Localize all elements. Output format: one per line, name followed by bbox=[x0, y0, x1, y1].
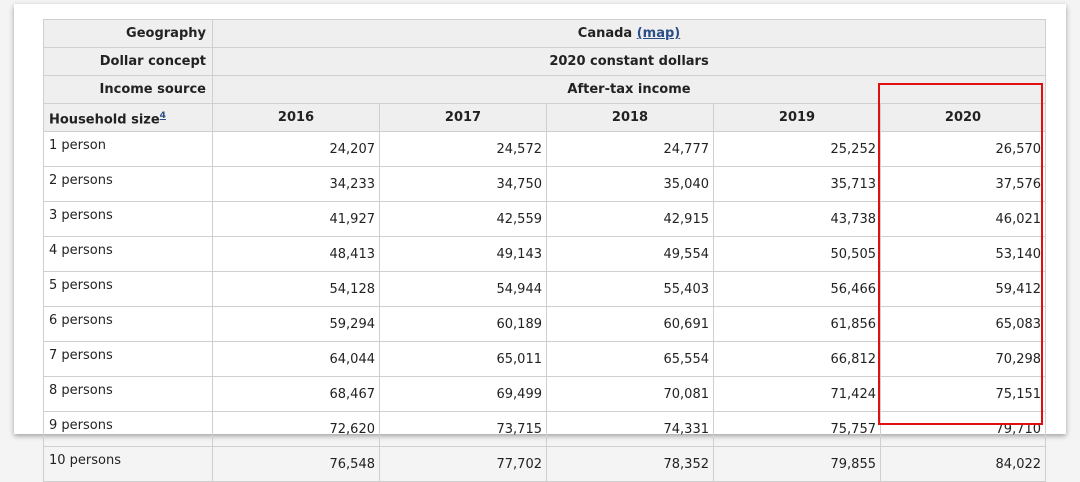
household-size-cell: 3 persons bbox=[44, 202, 213, 237]
year-header: 2017 bbox=[380, 104, 547, 132]
income-cell-2018: 65,554 bbox=[547, 342, 714, 377]
income-cell-2020: 84,022 bbox=[881, 447, 1046, 482]
income-cell-2017: 60,189 bbox=[380, 307, 547, 342]
income-cell-2016: 68,467 bbox=[213, 377, 380, 412]
map-link[interactable]: (map) bbox=[636, 26, 681, 41]
geography-value bbox=[213, 20, 1046, 48]
income-cell-2018: 70,081 bbox=[547, 377, 714, 412]
income-cell-2020: 79,710 bbox=[881, 412, 1046, 447]
income-cell-2016: 76,548 bbox=[213, 447, 380, 482]
income-cell-2019: 43,738 bbox=[714, 202, 881, 237]
income-cell-2020: 65,083 bbox=[881, 307, 1046, 342]
income-cell-2018: 78,352 bbox=[547, 447, 714, 482]
income-table bbox=[43, 19, 1046, 482]
income-cell-2016: 48,413 bbox=[213, 237, 380, 272]
income-cell-2020: 26,570 bbox=[881, 132, 1046, 167]
dollar-concept-value: 2020 constant dollars bbox=[213, 48, 1046, 76]
income-cell-2017: 77,702 bbox=[380, 447, 547, 482]
geography-label: Geography bbox=[44, 20, 213, 48]
income-cell-2017: 24,572 bbox=[380, 132, 547, 167]
income-cell-2018: 60,691 bbox=[547, 307, 714, 342]
table-row bbox=[44, 307, 1046, 342]
income-cell-2017: 34,750 bbox=[380, 167, 547, 202]
income-cell-2017: 69,499 bbox=[380, 377, 547, 412]
income-cell-2019: 61,856 bbox=[714, 307, 881, 342]
household-size-cell: 9 persons bbox=[44, 412, 213, 447]
income-cell-2019: 79,855 bbox=[714, 447, 881, 482]
household-size-cell: 1 person bbox=[44, 132, 213, 167]
income-cell-2016: 41,927 bbox=[213, 202, 380, 237]
table-row bbox=[44, 272, 1046, 307]
income-cell-2017: 73,715 bbox=[380, 412, 547, 447]
household-size-cell: 10 persons bbox=[44, 447, 213, 482]
household-size-label: Household size bbox=[49, 112, 160, 128]
year-header: 2018 bbox=[547, 104, 714, 132]
income-cell-2016: 54,128 bbox=[213, 272, 380, 307]
table-row bbox=[44, 202, 1046, 237]
income-cell-2020: 70,298 bbox=[881, 342, 1046, 377]
household-size-cell: 6 persons bbox=[44, 307, 213, 342]
income-cell-2019: 50,505 bbox=[714, 237, 881, 272]
income-cell-2016: 64,044 bbox=[213, 342, 380, 377]
year-header: 2016 bbox=[213, 104, 380, 132]
income-cell-2019: 75,757 bbox=[714, 412, 881, 447]
income-source-label: Income source bbox=[44, 76, 213, 104]
income-cell-2017: 65,011 bbox=[380, 342, 547, 377]
income-cell-2018: 55,403 bbox=[547, 272, 714, 307]
income-cell-2020: 53,140 bbox=[881, 237, 1046, 272]
household-size-header bbox=[44, 104, 213, 132]
dollar-concept-label: Dollar concept bbox=[44, 48, 213, 76]
footnote-link[interactable]: 4 bbox=[159, 110, 166, 121]
income-cell-2017: 49,143 bbox=[380, 237, 547, 272]
table-row bbox=[44, 132, 1046, 167]
income-cell-2020: 37,576 bbox=[881, 167, 1046, 202]
income-cell-2019: 35,713 bbox=[714, 167, 881, 202]
income-cell-2018: 49,554 bbox=[547, 237, 714, 272]
income-source-value: After-tax income bbox=[213, 76, 1046, 104]
income-cell-2020: 75,151 bbox=[881, 377, 1046, 412]
income-cell-2018: 24,777 bbox=[547, 132, 714, 167]
table-row bbox=[44, 412, 1046, 447]
table-row bbox=[44, 447, 1046, 482]
income-cell-2018: 42,915 bbox=[547, 202, 714, 237]
income-cell-2019: 56,466 bbox=[714, 272, 881, 307]
income-cell-2019: 25,252 bbox=[714, 132, 881, 167]
income-cell-2017: 54,944 bbox=[380, 272, 547, 307]
table-row bbox=[44, 377, 1046, 412]
income-cell-2018: 74,331 bbox=[547, 412, 714, 447]
table-row bbox=[44, 342, 1046, 377]
income-cell-2016: 72,620 bbox=[213, 412, 380, 447]
income-cell-2020: 59,412 bbox=[881, 272, 1046, 307]
household-size-cell: 8 persons bbox=[44, 377, 213, 412]
year-header: 2020 bbox=[881, 104, 1046, 132]
household-size-cell: 2 persons bbox=[44, 167, 213, 202]
income-cell-2016: 24,207 bbox=[213, 132, 380, 167]
household-size-cell: 4 persons bbox=[44, 237, 213, 272]
table-row bbox=[44, 167, 1046, 202]
income-cell-2018: 35,040 bbox=[547, 167, 714, 202]
income-cell-2016: 34,233 bbox=[213, 167, 380, 202]
table-row bbox=[44, 237, 1046, 272]
income-cell-2016: 59,294 bbox=[213, 307, 380, 342]
income-cell-2019: 71,424 bbox=[714, 377, 881, 412]
household-size-cell: 7 persons bbox=[44, 342, 213, 377]
year-header: 2019 bbox=[714, 104, 881, 132]
income-cell-2020: 46,021 bbox=[881, 202, 1046, 237]
income-cell-2019: 66,812 bbox=[714, 342, 881, 377]
geography-text: Canada bbox=[577, 26, 633, 41]
household-size-cell: 5 persons bbox=[44, 272, 213, 307]
income-cell-2017: 42,559 bbox=[380, 202, 547, 237]
